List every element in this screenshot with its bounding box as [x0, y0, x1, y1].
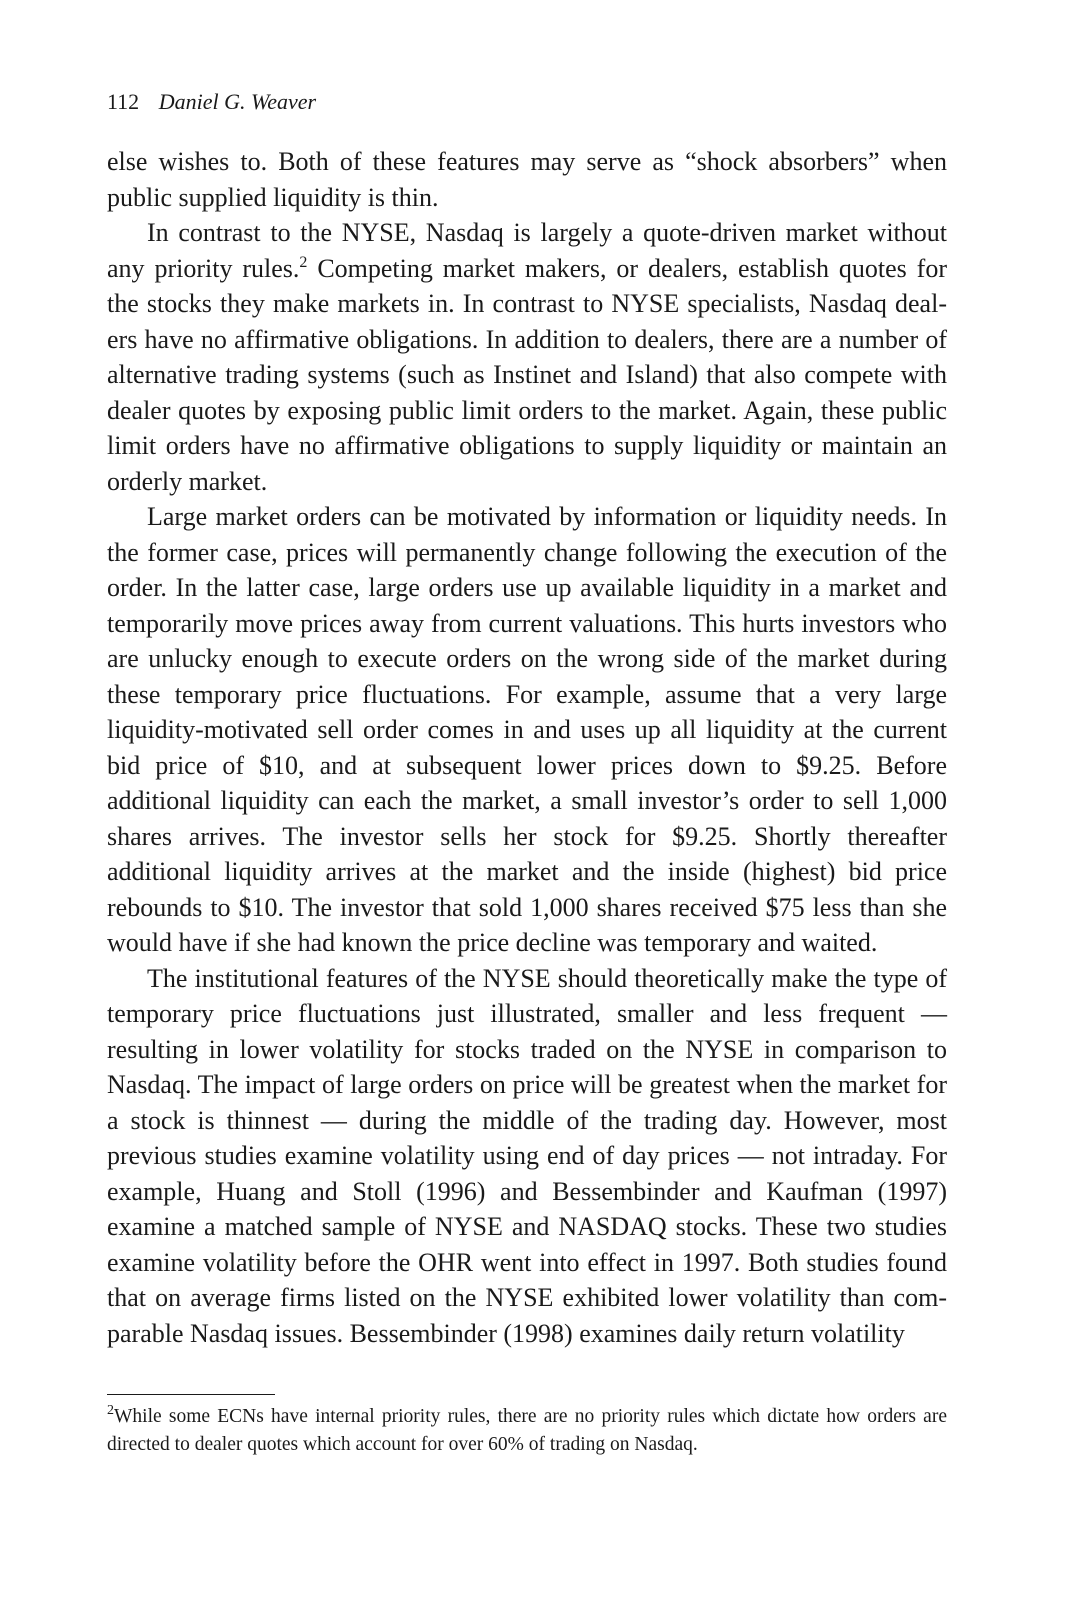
body-text	[107, 144, 947, 1351]
page-number: 112	[107, 89, 140, 114]
paragraph-continued: else wishes to. Both of these features may serve as “shock absorbers” when public supplied liquidity is thin.	[107, 147, 947, 212]
paragraph-large-orders: Large market orders can be motivated by information or liquidity needs. In the former case, prices will permanently change following the execution of the order. In the latter case, large orders use up available liquidity in a market and temporarily move prices away from current valuations. This hurts investors who are unlucky enough to execute orders on the wrong side of the market during these temporary price fluctuations. For example, assume that a very large liquidity-motivated sell order comes in and uses up all liquidity at the current bid price of $10, and at subsequent lower prices down to $9.25. Before additional liquidity can each the market, a small investor’s order to sell 1,000 shares arrives. The investor sells her stock for $9.25. Shortly thereafter additional liquidity arrives at the market and the inside (highest) bid price rebounds to $10. The investor that sold 1,000 shares received $75 less than she would have if she had known the price decline was temporary and waited.	[107, 502, 947, 957]
footnote-marker: 2	[107, 1403, 114, 1418]
footnote	[107, 1403, 947, 1459]
paragraph-text: In contrast to the NYSE, Nasdaq is largely a quote-driven market without any priority rules.	[107, 218, 947, 283]
footnote-divider	[107, 1394, 275, 1395]
footnote-text: While some ECNs have internal priority rules, there are no priority rules which dictate how orders are directed to dealer quotes which account for over 60% of trading on Nasdaq.	[107, 1406, 947, 1455]
paragraph-text: Competing market makers, or dealers, establish quotes for the stocks they make markets in. In contrast to NYSE specialists, Nasdaq dealers have no affirmative obligations. In addition to dealers, there are a number of alternative trading systems (such as Instinet and Island) that also compete with dealer quotes by exposing public limit orders to the market. Again, these public limit orders have no affirmative obligations to supply liquidity or maintain an orderly market.	[107, 253, 947, 496]
paragraph-nasdaq-contrast	[107, 215, 947, 499]
paragraph-institutional-features: The institutional features of the NYSE should theoretically make the type of temporary price fluctuations just illustrated, smaller and less frequent — resulting in lower volatility for stocks traded on the NYSE in comparison to Nasdaq. The impact of large orders on price will be greatest when the market for a stock is thinnest — during the middle of the trading day. However, most previous studies examine volatility using end of day prices — not intraday. For example, Huang and Stoll (1996) and Bessembinder and Kaufman (1997) examine a matched sample of NYSE and NASDAQ stocks. These two studies examine volatility before the OHR went into effect in 1997. Both studies found that on average firms listed on the NYSE exhibited lower volatility than comparable Nasdaq issues. Bessembinder (1998) examines daily return volatility	[107, 963, 947, 1348]
running-head-author: Daniel G. Weaver	[158, 89, 317, 114]
running-head	[107, 88, 316, 116]
footnote-reference[interactable]: 2	[299, 253, 308, 271]
